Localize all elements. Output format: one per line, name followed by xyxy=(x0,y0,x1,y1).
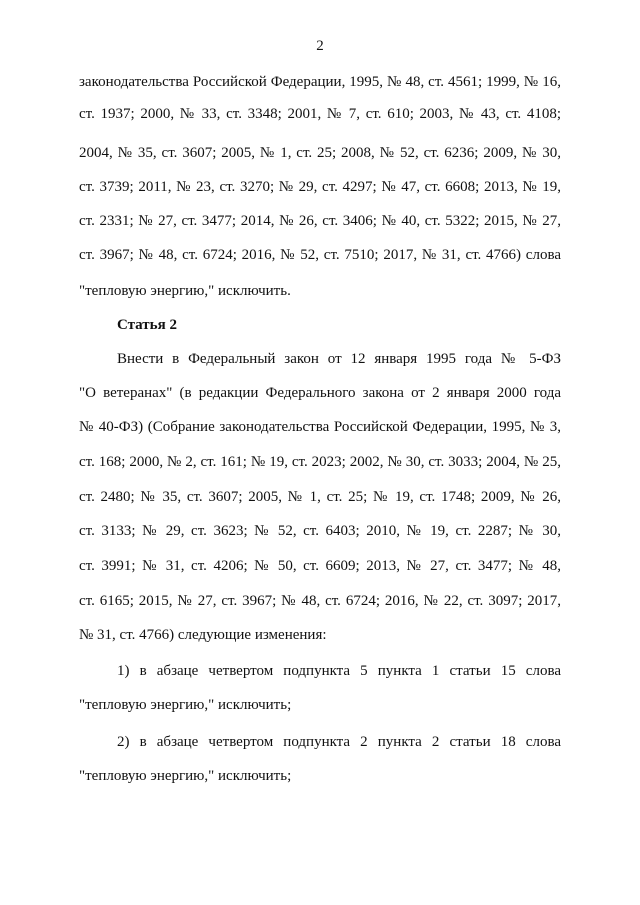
paragraph-line: ст. 1937; 2000, № 33, ст. 3348; 2001, № 7, ст. 610; 2003, № 43, ст. 4108; xyxy=(79,106,561,122)
list-item-line: "тепловую энергию," исключить; xyxy=(79,697,292,713)
paragraph-line: законодательства Российской Федерации, 1995, № 48, ст. 4561; 1999, № 16, xyxy=(79,74,561,90)
paragraph-line: ст. 6165; 2015, № 27, ст. 3967; № 48, ст. 6724; 2016, № 22, ст. 3097; 2017, xyxy=(79,593,561,609)
paragraph-line: ст. 3967; № 48, ст. 6724; 2016, № 52, ст. 7510; 2017, № 31, ст. 4766) слова xyxy=(79,247,561,263)
paragraph-line: ст. 3739; 2011, № 23, ст. 3270; № 29, ст. 4297; № 47, ст. 6608; 2013, № 19, xyxy=(79,179,561,195)
list-item-line: "тепловую энергию," исключить; xyxy=(79,768,292,784)
page-number: 2 xyxy=(316,38,324,54)
paragraph-line: № 31, ст. 4766) следующие изменения: xyxy=(79,627,327,643)
paragraph-line: 2004, № 35, ст. 3607; 2005, № 1, ст. 25; 2008, № 52, ст. 6236; 2009, № 30, xyxy=(79,145,561,161)
paragraph-line: ст. 2331; № 27, ст. 3477; 2014, № 26, ст. 3406; № 40, ст. 5322; 2015, № 27, xyxy=(79,213,561,229)
list-item-line: 2) в абзаце четвертом подпункта 2 пункта 2 статьи 18 слова xyxy=(117,734,561,750)
article-heading: Статья 2 xyxy=(117,317,177,333)
paragraph-line: "тепловую энергию," исключить. xyxy=(79,283,291,299)
paragraph-line: № 40-ФЗ) (Собрание законодательства Российской Федерации, 1995, № 3, xyxy=(79,419,561,435)
paragraph-line: "О ветеранах" (в редакции Федерального закона от 2 января 2000 года xyxy=(79,385,561,401)
paragraph-line: ст. 168; 2000, № 2, ст. 161; № 19, ст. 2023; 2002, № 30, ст. 3033; 2004, № 25, xyxy=(79,454,561,470)
paragraph-line: ст. 3991; № 31, ст. 4206; № 50, ст. 6609; 2013, № 27, ст. 3477; № 48, xyxy=(79,558,561,574)
paragraph-line: ст. 3133; № 29, ст. 3623; № 52, ст. 6403; 2010, № 19, ст. 2287; № 30, xyxy=(79,523,561,539)
paragraph-line: ст. 2480; № 35, ст. 3607; 2005, № 1, ст. 25; № 19, ст. 1748; 2009, № 26, xyxy=(79,489,561,505)
list-item-line: 1) в абзаце четвертом подпункта 5 пункта 1 статьи 15 слова xyxy=(117,663,561,679)
paragraph-line: Внести в Федеральный закон от 12 января 1995 года № 5-ФЗ xyxy=(117,351,561,367)
